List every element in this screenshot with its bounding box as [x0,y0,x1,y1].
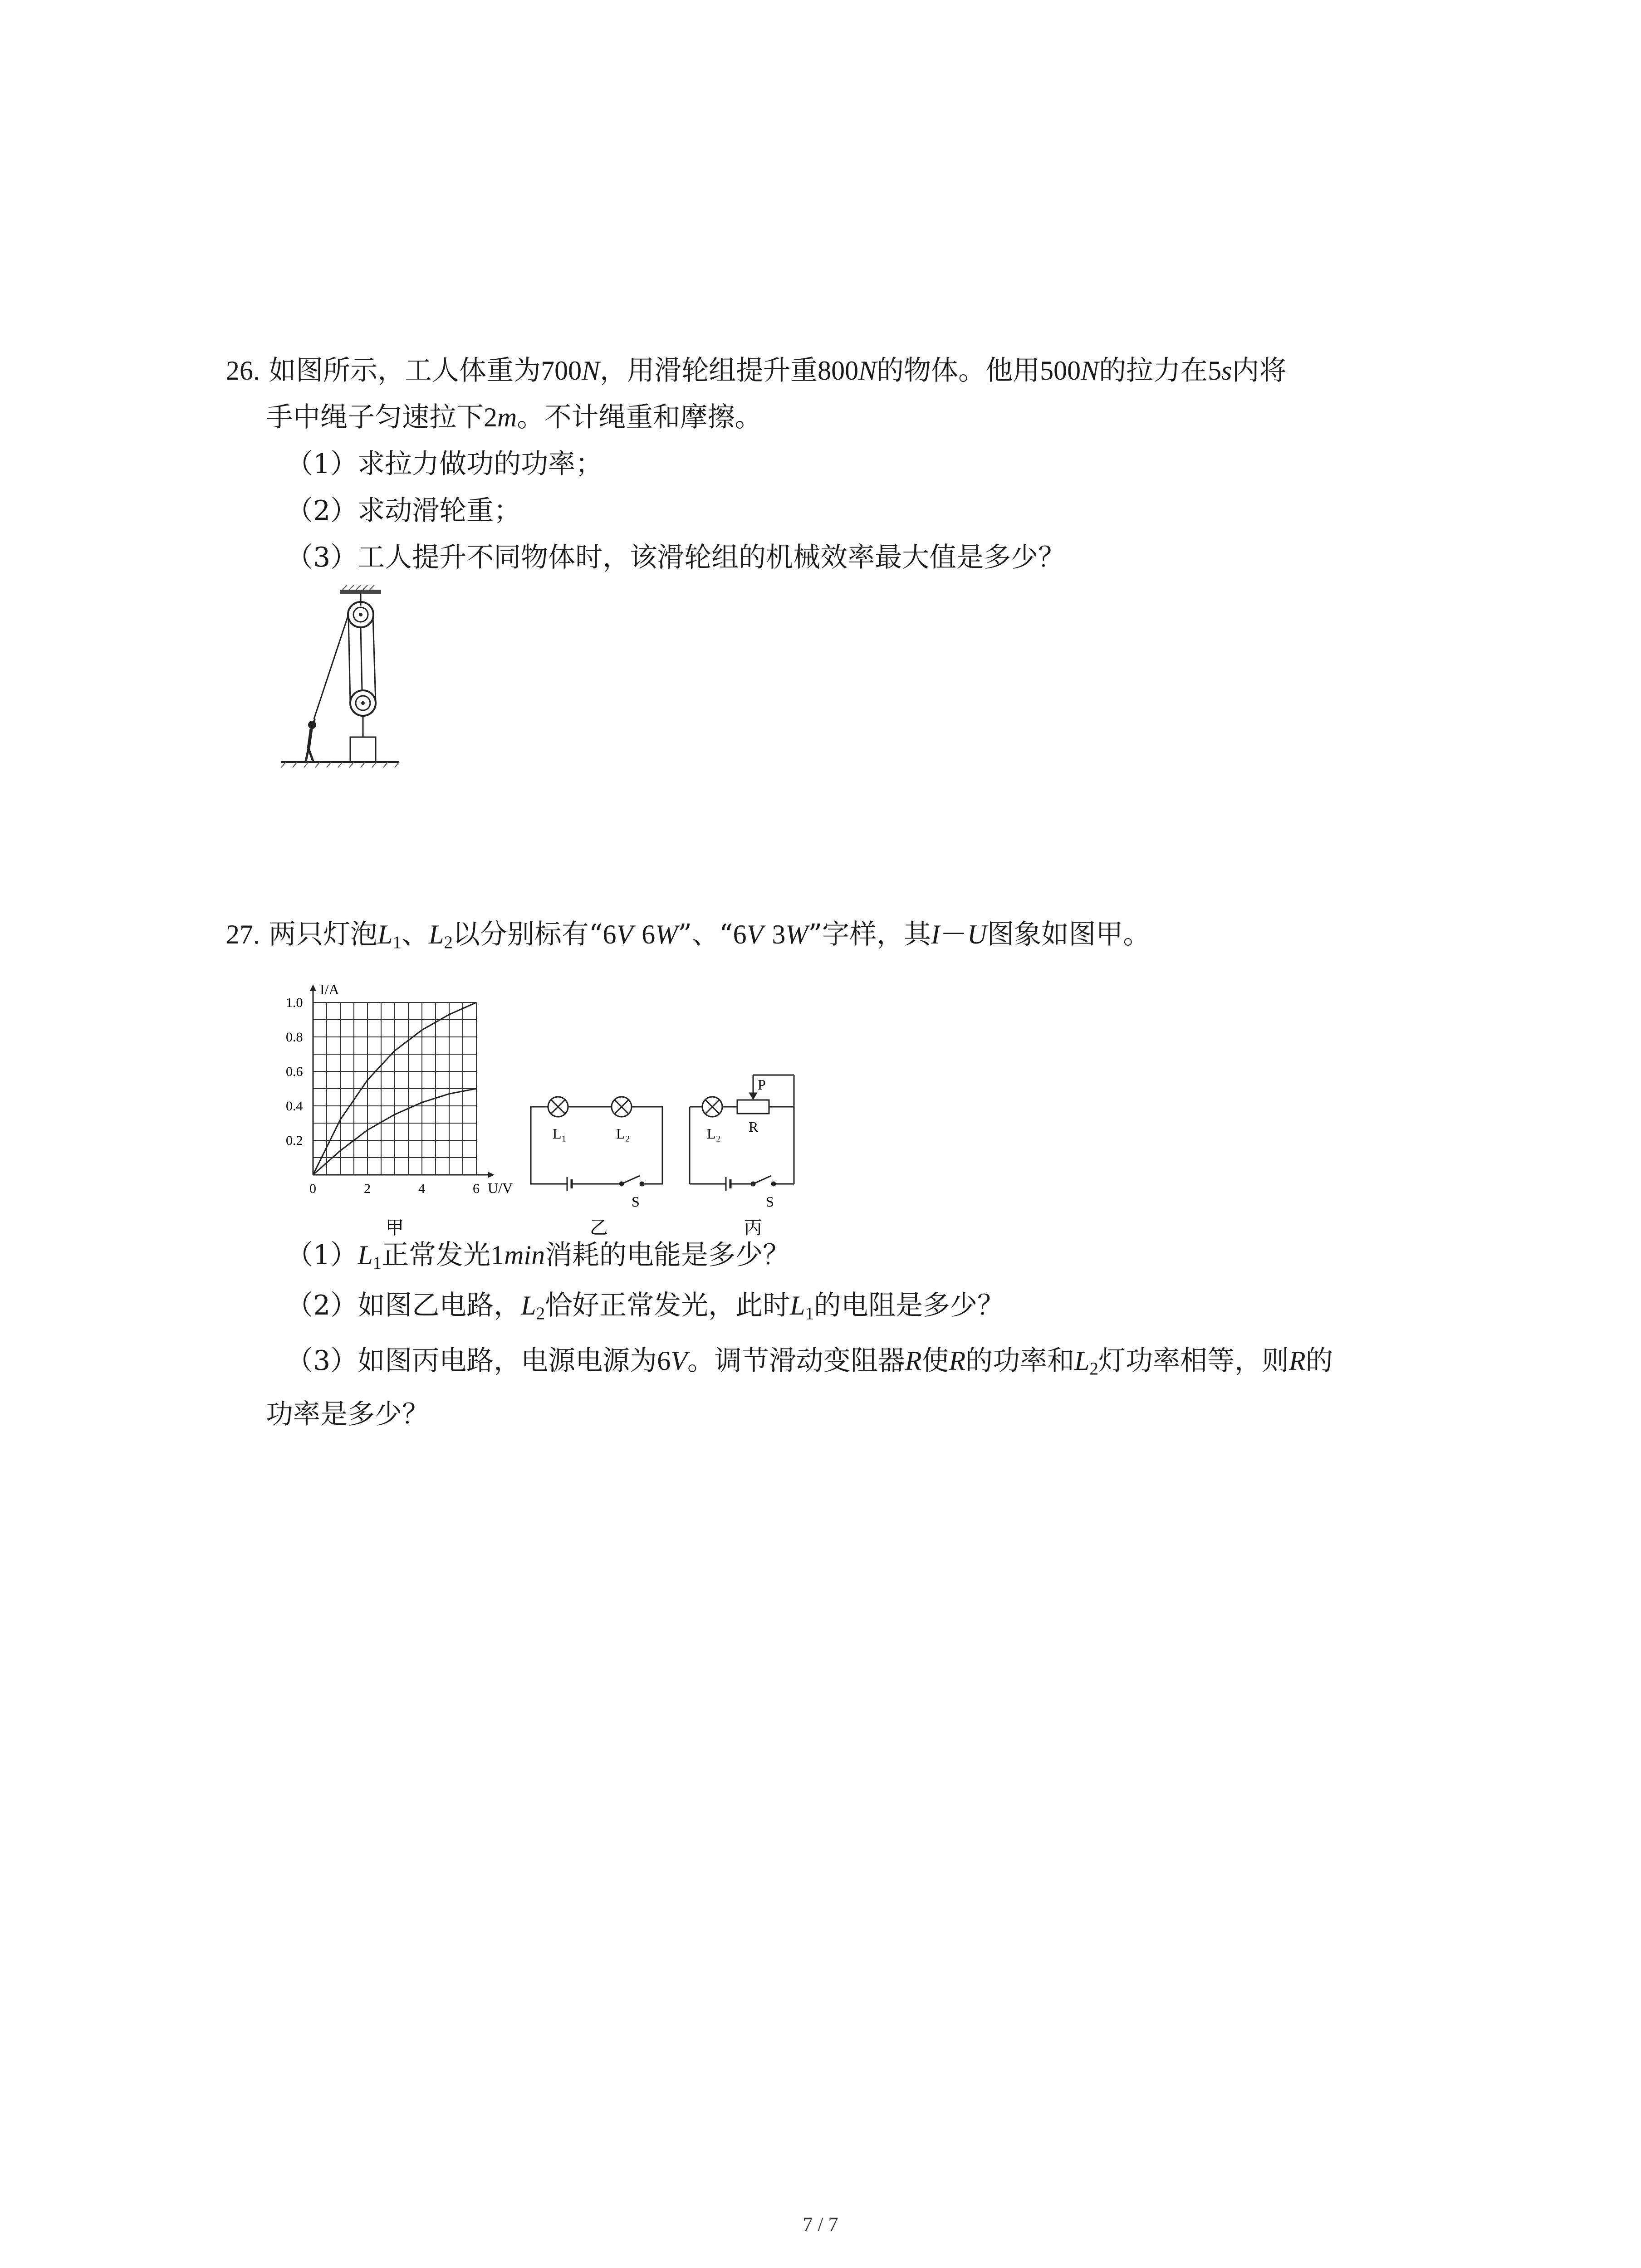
q27-text: 的电阻是多少？ [813,1290,1004,1321]
label-r: R [749,1119,759,1135]
pull-force: 500 [1040,356,1081,386]
y-tick-label: 0.6 [286,1064,303,1079]
q27-text: 图象如图甲。 [987,919,1151,950]
sub-index: 1 [372,1253,382,1273]
q26-sub1: （1）求拉力做功的功率； [286,448,603,480]
q27-line1 [226,916,1150,961]
label-s-bing: S [766,1193,774,1210]
unit: W [655,919,678,949]
q27-text: 使 [921,1345,949,1377]
x-tick-label: 0 [309,1181,316,1196]
y-tick-label: 1.0 [286,995,303,1010]
iu-chart [286,981,513,1238]
unit: s [1221,356,1232,386]
q27-text: 以分别标有“ [452,919,603,950]
unit: N [1081,356,1099,386]
q26-text: 。不计绳重和摩擦。 [517,401,762,433]
x-axis-arrow [488,1172,495,1178]
q26-sub3: （3）工人提升不同物体时，该滑轮组的机械效率最大值是多少？ [286,542,1066,573]
object-weight: 800 [818,356,859,386]
q27-text: 灯功率相等，则 [1098,1345,1289,1377]
sub-index: 2 [1089,1359,1099,1378]
var-L: L [358,1240,373,1270]
caption-jia: 甲 [386,1217,404,1238]
var-L: L [521,1290,536,1320]
unit: N [858,356,877,386]
q27-sub1 [286,1237,790,1281]
q27-text: （2）如图乙电路， [286,1290,521,1321]
q27-text: 正常发光 [382,1239,491,1271]
x-tick-label: 4 [418,1181,425,1196]
x-tick-label: 6 [473,1181,480,1196]
q26-text: 的拉力在 [1099,355,1208,386]
time-value: 5 [1208,356,1222,386]
y-axis-label: I/A [320,981,339,997]
q26-text: 如图所示，工人体重为 [269,355,541,386]
sub-index: 2 [536,1303,545,1323]
x-axis-label: U/V [488,1180,513,1196]
q27-text: 的功率和 [965,1345,1075,1377]
caption-bing: 丙 [744,1217,762,1238]
unit: N [582,356,600,386]
q27-sub3 [286,1343,1333,1387]
y-tick-label: 0.2 [286,1133,303,1148]
page-number: 7 / 7 [803,2213,838,2235]
unit: m [497,402,517,432]
var-U: U [967,919,987,949]
pulley-figure [272,581,408,782]
y-tick-label: 0.8 [286,1030,303,1045]
q26-line2 [266,399,762,435]
rating-power: 3 [772,919,786,949]
unit: min [504,1240,545,1270]
x-tick-label: 2 [364,1181,371,1196]
q27-text: （3）如图丙电路，电源电源为 [286,1345,657,1377]
label-l2-bing: L₂ [707,1125,721,1142]
q26-line1 [226,352,1287,389]
separator: 、 [401,919,429,950]
q26-number: 26. [226,356,260,386]
circuit-yi [531,1107,662,1191]
rating-voltage: 6 [733,919,747,949]
q26-sub2: （2）求动滑轮重； [286,495,521,527]
q27-sub3-line2: 功率是多少？ [266,1398,429,1430]
rating-power: 6 [642,919,656,949]
q27-text: （1） [286,1239,358,1271]
lamp-l2-yi [612,1097,632,1117]
sub-index: 1 [805,1303,814,1323]
q27-figures-svg [277,962,867,1243]
q27-text: 恰好正常发光，此时 [545,1290,790,1321]
unit: V [671,1346,687,1376]
var-R: R [1289,1346,1306,1376]
y-tick-label: 0.4 [286,1099,303,1114]
lamp-l2-bing [702,1097,722,1117]
unit: V [616,919,633,949]
q26-text: 的物体。他用 [877,355,1040,386]
q27-text: 消耗的电能是多少？ [545,1239,790,1271]
q26-text: ，用滑轮组提升重 [600,355,818,386]
q27-text: ”、“ [678,919,733,950]
sub-index: 2 [444,932,453,952]
distance-value: 2 [484,402,497,432]
label-l2: L₂ [616,1125,630,1142]
label-p: P [758,1076,766,1093]
var-I: I [931,919,940,949]
rating-voltage: 6 [603,919,617,949]
lamp-l1-yi [548,1097,568,1117]
label-s: S [632,1193,640,1210]
dash: － [940,919,967,950]
q27-sub2 [286,1287,1004,1332]
var-L: L [377,919,393,949]
q27-text: 。调节滑动变阻器 [687,1345,905,1377]
var-R: R [949,1346,966,1376]
caption-yi: 乙 [590,1217,608,1238]
label-l1: L₁ [553,1125,567,1142]
y-axis-arrow [310,984,316,991]
var-L: L [790,1290,805,1320]
var-L: L [428,919,444,949]
q27-number: 27. [226,919,260,949]
circuit-bing [690,1075,794,1191]
time-value: 1 [490,1240,505,1270]
unit: V [746,919,764,949]
person-weight: 700 [541,356,582,386]
q27-text: 的 [1305,1345,1333,1377]
q27-text: 两只灯泡 [269,919,378,950]
q26-text: 手中绳子匀速拉下 [266,401,484,433]
voltage-value: 6 [657,1346,671,1376]
var-L: L [1074,1346,1090,1376]
unit: W [785,919,808,949]
q27-figures [277,962,867,1245]
q26-text: 内将 [1232,355,1287,386]
var-R: R [905,1346,922,1376]
pulley-diagram [272,581,408,780]
q27-text: ”字样，其 [808,919,931,950]
sub-index: 1 [392,932,402,952]
